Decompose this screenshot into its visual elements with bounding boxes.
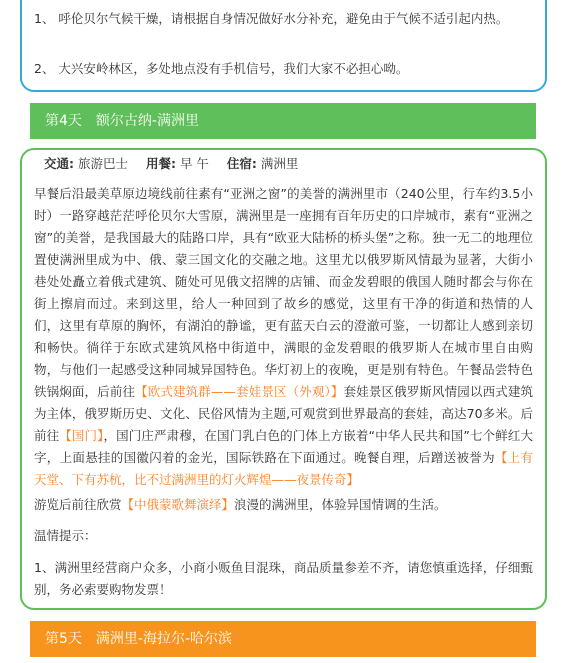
desc-text-3: ，国门庄严肃穆，在国门乳白色的门体上方嵌着“中华人民共和国”七个鲜红大字，上面悬挂的国徽闪着的金光，国际铁路在下面通过。晚餐自理，后蹭送被誉为 <box>34 428 533 465</box>
transport-label: 交通: <box>44 156 74 171</box>
desc-text-2: 套娃景区俄罗斯风情园以西式建筑为主体，俄罗斯历史、文化、民俗风情为主题,可观赏到世界最高的套娃，高达70多米。后前往 <box>34 384 533 443</box>
day4-label: 第4天 <box>45 113 82 129</box>
transport-value: 旅游巴士 <box>77 156 128 171</box>
day4-evening <box>34 494 533 516</box>
day5-banner <box>30 621 536 657</box>
evening-text-2: 浪漫的满洲里，体验异国情调的生活。 <box>234 497 447 512</box>
day5-route: 满洲里-海拉尔-哈尔滨 <box>95 631 233 647</box>
day4-info-row <box>44 154 298 174</box>
evening-text-1: 游览后前往欣赏 <box>34 497 122 512</box>
day4-banner <box>30 103 536 139</box>
tips-title: 温情提示： <box>34 528 97 543</box>
tip-item-1: 1、 呼伦贝尔气候干燥，请根据自身情况做好水分补充，避免由于气候不适引起内热。 <box>34 11 509 26</box>
day4-tip-1: 1、满洲里经营商户众多，小商小贩鱼目混珠，商品质量参差不齐，请您慎重选择，仔细甄别，务必索要购物发票！ <box>34 560 533 597</box>
attraction-night-view: 【上有天堂、下有苏杭，比不过满洲里的灯火辉煌——夜景传奇】 <box>34 450 533 487</box>
desc-text-1: 早餐后沿最美草原边境线前往素有“亚洲之窗”的美誉的满洲里市（240公里，行车约3.5小时）一路穿越茫茫呼伦贝尔大雪原，满洲里是一座拥有百年历史的口岸城市，素有“亚洲之窗”的美誉，是我国最大的陆路口岸，具有“欧亚大陆桥的桥头堡”之称。独一无二的地理位置使满洲里成为中、俄、蒙三国文化的交融之地。这里尤以俄罗斯风情最为显著，大街小巷处处矗立着俄式建筑、随处可见俄文招牌的店铺、而金发碧眼的俄国人随时都会与你在街上擦肩而过。来到这里，给人一种回到了故乡的感觉，这里有干净的街道和热情的人们，这里有草原的胸怀，有湖泊的静谧，更有蓝天白云的澄澈可鉴，一切都让人感到亲切和畅快。徜徉于东欧式建筑风格中街道中，满眼的金发碧眼的俄罗斯人在城市里自由购物，与他们一起感受这种同城异国特色。华灯初上的夜晚，更是别有特色。午餐品尝特色铁锅焖面，后前往 <box>34 186 533 399</box>
attraction-guomen: 【国门】 <box>59 428 104 443</box>
day5-label: 第5天 <box>45 631 82 647</box>
attraction-matryoshka: 【欧式建筑群——套娃景区（外观）】 <box>135 384 344 399</box>
stay-value: 满洲里 <box>260 156 299 171</box>
stay-label: 住宿: <box>226 156 257 171</box>
meal-value: 早 午 <box>179 156 209 171</box>
attraction-show: 【中俄蒙歌舞演绎】 <box>121 497 235 512</box>
day4-description <box>34 183 533 491</box>
meal-label: 用餐: <box>145 156 176 171</box>
day4-route: 额尔古纳-满洲里 <box>95 113 199 129</box>
tip-item-2: 2、 大兴安岭林区，多处地点没有手机信号，我们大家不必担心呦。 <box>34 61 409 76</box>
